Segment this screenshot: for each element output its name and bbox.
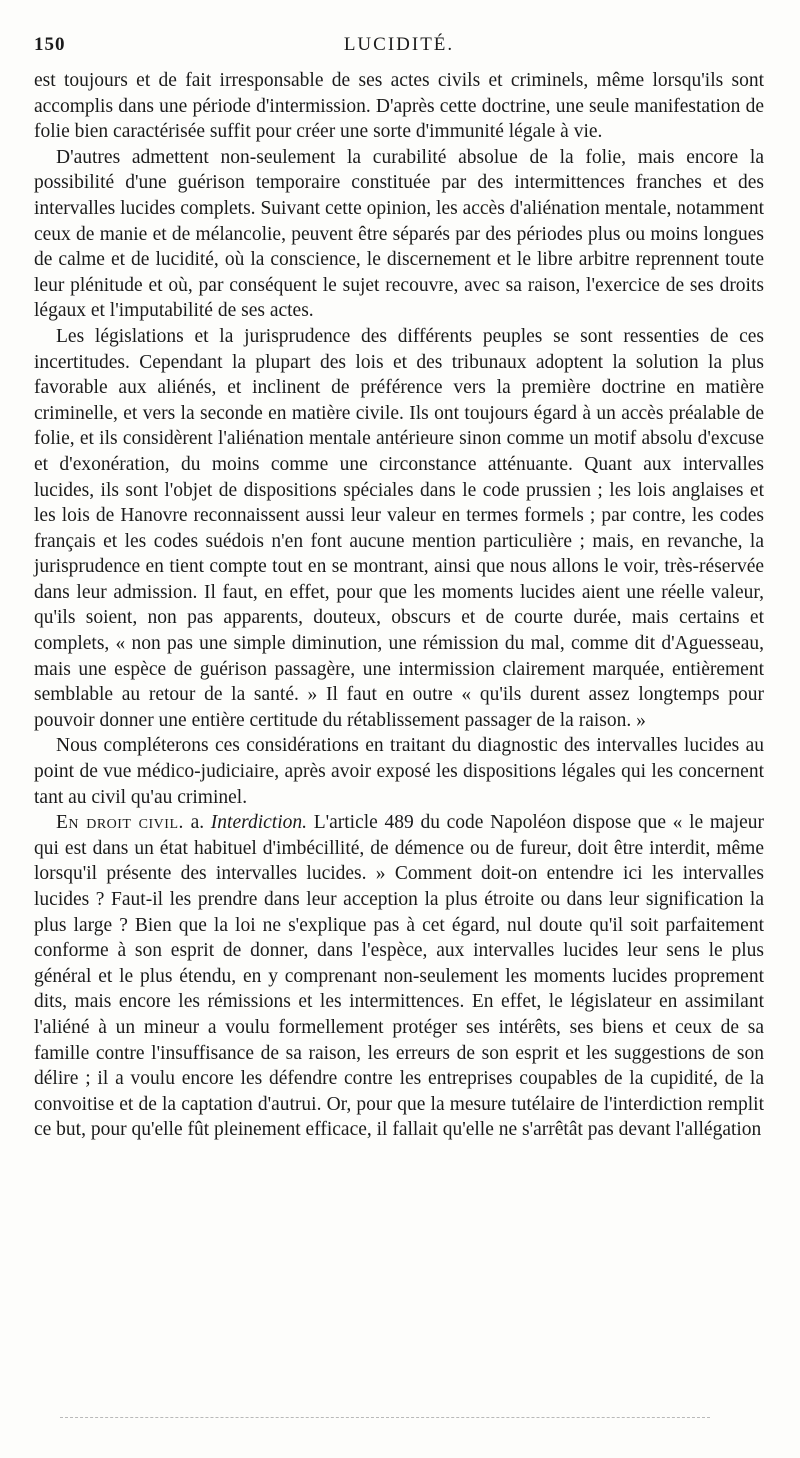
paragraph — [34, 324, 764, 734]
paragraph-text: Nous compléterons ces considérations en traitant du diagnostic des intervalles lucides au point de vue médico-judiciaire, après avoir exposé les dispositions légales qui les concernent tant au civil qu'au criminel. — [34, 735, 764, 808]
paragraph-text: est toujours et de fait irresponsable de ses actes civils et criminels, même lorsqu'ils sont accomplis dans une période d'intermission. D'après cette doctrine, une seule manifestation de folie bien caractérisée suffit pour créer une sorte d'immunité légale à vie. — [34, 70, 764, 143]
body-text — [34, 68, 764, 1143]
paragraph — [34, 733, 764, 810]
running-title: LUCIDITÉ. — [343, 34, 455, 55]
page-number: 150 — [34, 34, 66, 55]
paragraph — [34, 145, 764, 324]
page-bottom-rule — [60, 1417, 710, 1418]
paragraph-text: D'autres admettent non-seulement la curabilité absolue de la folie, mais encore la possibilité d'une guérison temporaire constituée par des intermittences franches et des intervalles lucides complets. Suivant cette opinion, les accès d'aliénation mentale, notamment ceux de manie et de mélancolie, peuvent être séparés par des périodes plus ou moins longues de calme et de lucidité, où la conscience, le discernement et le libre arbitre reprennent toute leur plénitude et où, par conséquent le sujet recouvre, avec sa raison, l'exercice de ses droits légaux et l'imputabilité de ses actes. — [34, 146, 764, 322]
section-label: En droit civil. — [56, 812, 184, 834]
paragraph — [34, 68, 764, 145]
subsection-title: Interdiction. — [210, 812, 307, 834]
paragraph-text: Les législations et la jurisprudence des différents peuples se sont ressenties de ces incertitudes. Cependant la plupart des lois et des tribunaux adoptent la solution la plus favorable aux aliénés, et inclinent de préférence vers la première doctrine en matière criminelle, et vers la seconde en matière civile. Ils ont toujours égard à un accès préalable de folie, et ils considèrent l'aliénation mentale antérieure sinon comme un motif absolu d'excuse et d'exonération, du moins comme une circonstance atténuante. Quant aux intervalles lucides, ils sont l'objet de dispositions spéciales dans le code prussien ; les lois anglaises et les lois de Hanovre reconnaissent aussi leur valeur en termes formels ; par contre, les codes français et les codes suédois n'en font aucune mention particulière ; mais, en revanche, la jurisprudence en tient compte tout en se montrant, ainsi que nous allons le voir, très-réservée dans leur admission. Il faut, en effet, pour que les moments lucides aient une réelle valeur, qu'ils soient, non pas apparents, douteux, obscurs et de courte durée, mais certains et complets, « non pas une simple diminution, une rémission du mal, comme dit d'Aguesseau, mais une espèce de guérison passagère, une intermission clairement marquée, entièrement semblable au retour de la santé. » Il faut en outre « qu'ils durent assez longtemps pour pouvoir donner une entière certitude du rétablissement passager de la raison. » — [34, 325, 764, 731]
running-head — [34, 30, 764, 66]
paragraph-text: L'article 489 du code Napoléon dispose que « le majeur qui est dans un état habituel d'imbécillité, de démence ou de fureur, doit être interdit, même lorsqu'il présente des intervalles lucides. » Comment doit-on entendre ici les intervalles lucides ? Faut-il les prendre dans leur acception la plus étroite ou dans leur signification la plus large ? Bien que la loi ne s'explique pas à cet égard, nul doute qu'il soit parfaitement conforme à son esprit de donner, dans l'espèce, aux intervalles lucides leur sens le plus général et le plus étendu, en y comprenant non-seulement les moments lucides proprement dits, mais encore les rémissions et les intermittences. En effet, le législateur en assimilant l'aliéné à un mineur a voulu formellement protéger ses intérêts, ses biens et ceux de sa famille contre l'insuffisance de sa raison, les erreurs de son esprit et les suggestions de son délire ; il a voulu encore les défendre contre les entreprises coupables de la cupidité, de la convoitise et de la captation d'autrui. Or, pour que la mesure tutélaire de l'interdiction remplit ce but, pour qu'elle fût pleinement efficace, il fallait qu'elle ne s'arrêtât pas devant l'allégation — [34, 812, 764, 1141]
subsection-label: a. — [190, 812, 205, 834]
paragraph — [34, 810, 764, 1143]
